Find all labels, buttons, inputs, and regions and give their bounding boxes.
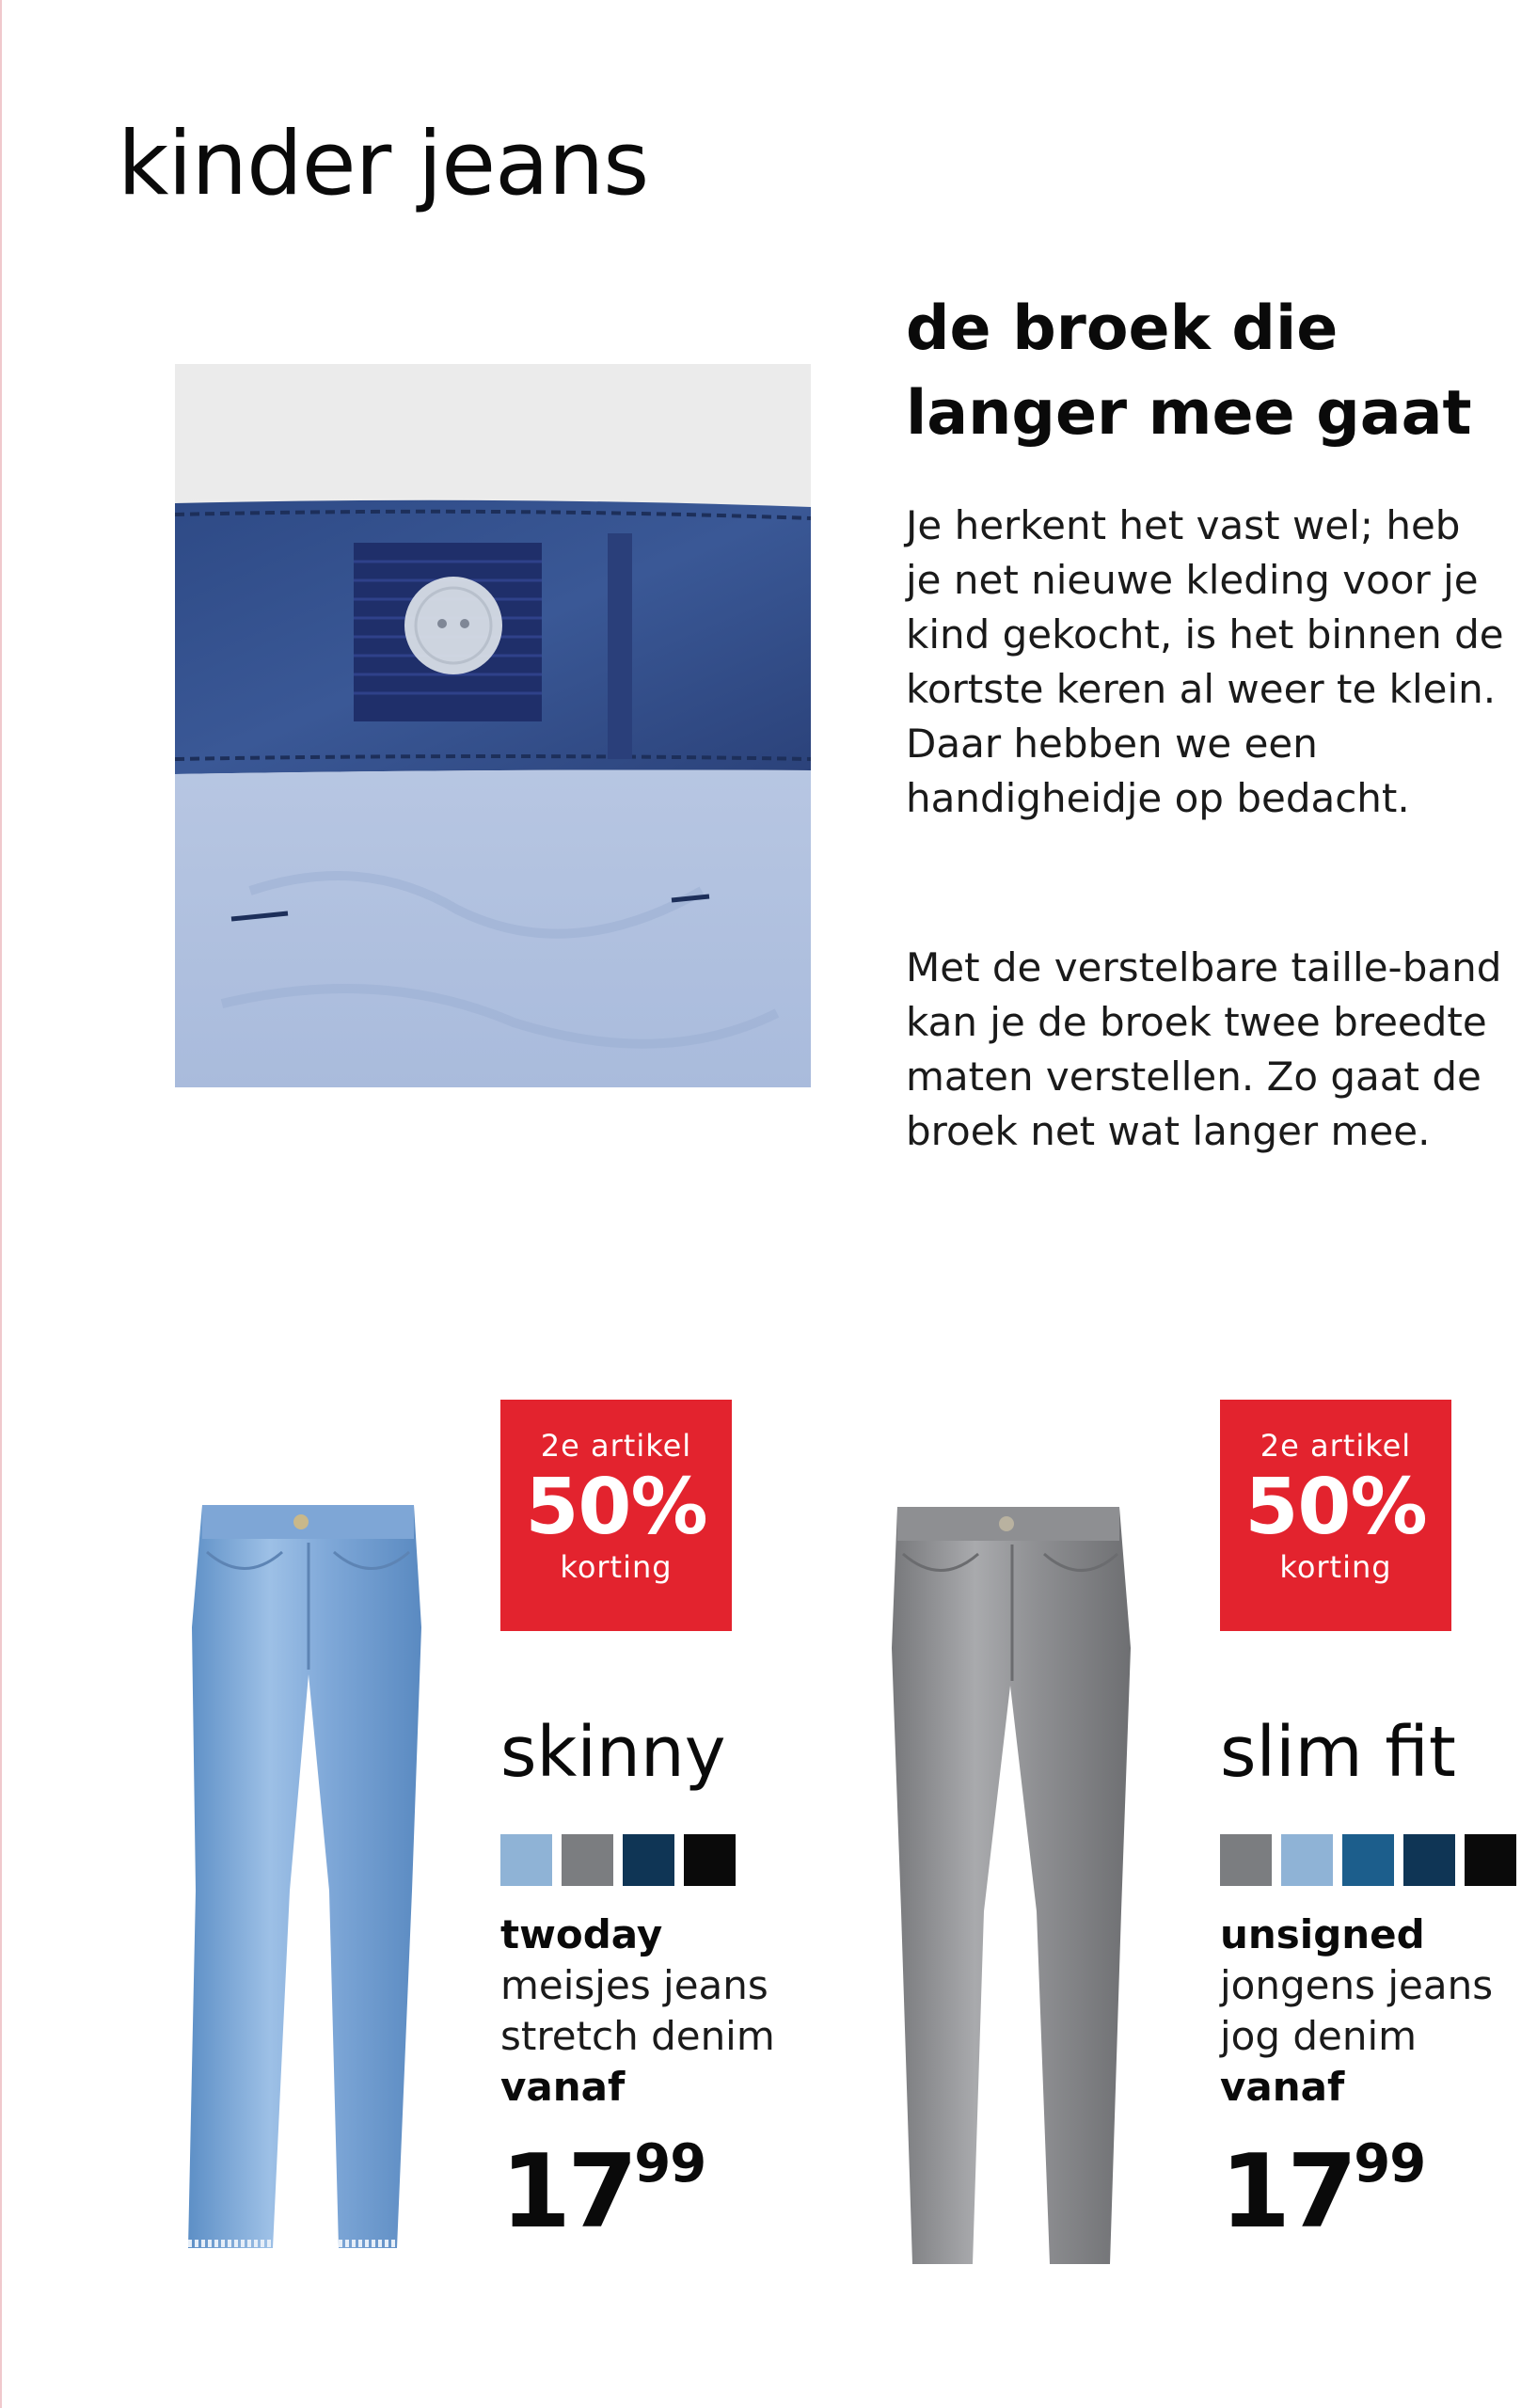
color-swatches xyxy=(1220,1834,1516,1886)
product-name: slim fit xyxy=(1220,1712,1456,1793)
product-brand: unsigned xyxy=(1220,1911,1425,1957)
price-from-label: vanaf xyxy=(1220,2064,1345,2110)
page-edge xyxy=(0,0,2,2408)
color-swatch[interactable] xyxy=(1220,1834,1272,1886)
color-swatch[interactable] xyxy=(562,1834,613,1886)
product-description-line-1: jongens jeans xyxy=(1220,1962,1494,2008)
grey-slim-fit-jeans-image xyxy=(884,1497,1140,2269)
color-swatch[interactable] xyxy=(1342,1834,1394,1886)
adjustable-waistband-photo xyxy=(175,364,811,1087)
price-integer: 17 xyxy=(1220,2133,1355,2251)
badge-bottom-text: korting xyxy=(1279,1549,1392,1585)
badge-top-text: 2e artikel xyxy=(1260,1428,1412,1464)
product-brand: twoday xyxy=(500,1911,663,1957)
product-info xyxy=(1220,1909,1493,2113)
badge-top-text: 2e artikel xyxy=(540,1428,692,1464)
product-price xyxy=(1220,2133,1425,2251)
price-from-label: vanaf xyxy=(500,2064,626,2110)
waistband-paragraph: Met de verstelbare taille-band kan je de broek twee breedte maten verstellen. Zo gaat de broek net wat langer mee. xyxy=(906,944,1502,1154)
page-title: kinder jeans xyxy=(118,113,649,215)
discount-badge xyxy=(500,1400,732,1631)
product-price xyxy=(500,2133,705,2251)
intro-paragraph: Je herkent het vast wel; heb je net nieuwe kleding voor je kind gekocht, is het binnen de kortste keren al weer te klein. Daar hebben we een handigheidje op bedacht. xyxy=(906,502,1504,821)
price-integer: 17 xyxy=(500,2133,635,2251)
price-decimals: 99 xyxy=(634,2133,706,2194)
discount-badge xyxy=(1220,1400,1451,1631)
color-swatch[interactable] xyxy=(1403,1834,1455,1886)
product-description-line-2: jog denim xyxy=(1220,2013,1418,2059)
product-info xyxy=(500,1909,775,2113)
product-description-line-2: stretch denim xyxy=(500,2013,775,2059)
headline-line-1: de broek die xyxy=(906,293,1339,364)
color-swatch[interactable] xyxy=(684,1834,736,1886)
color-swatch[interactable] xyxy=(500,1834,552,1886)
light-blue-skinny-jeans-image xyxy=(179,1496,452,2267)
color-swatches xyxy=(500,1834,736,1886)
price-decimals: 99 xyxy=(1354,2133,1426,2194)
color-swatch[interactable] xyxy=(1281,1834,1333,1886)
badge-percent: 50% xyxy=(1244,1463,1427,1552)
headline-line-2: langer mee gaat xyxy=(906,378,1472,449)
product-name: skinny xyxy=(500,1712,726,1793)
badge-percent: 50% xyxy=(525,1463,707,1552)
product-description-line-1: meisjes jeans xyxy=(500,1962,768,2008)
headline xyxy=(906,287,1517,456)
color-swatch[interactable] xyxy=(1465,1834,1516,1886)
color-swatch[interactable] xyxy=(623,1834,674,1886)
badge-bottom-text: korting xyxy=(560,1549,673,1585)
